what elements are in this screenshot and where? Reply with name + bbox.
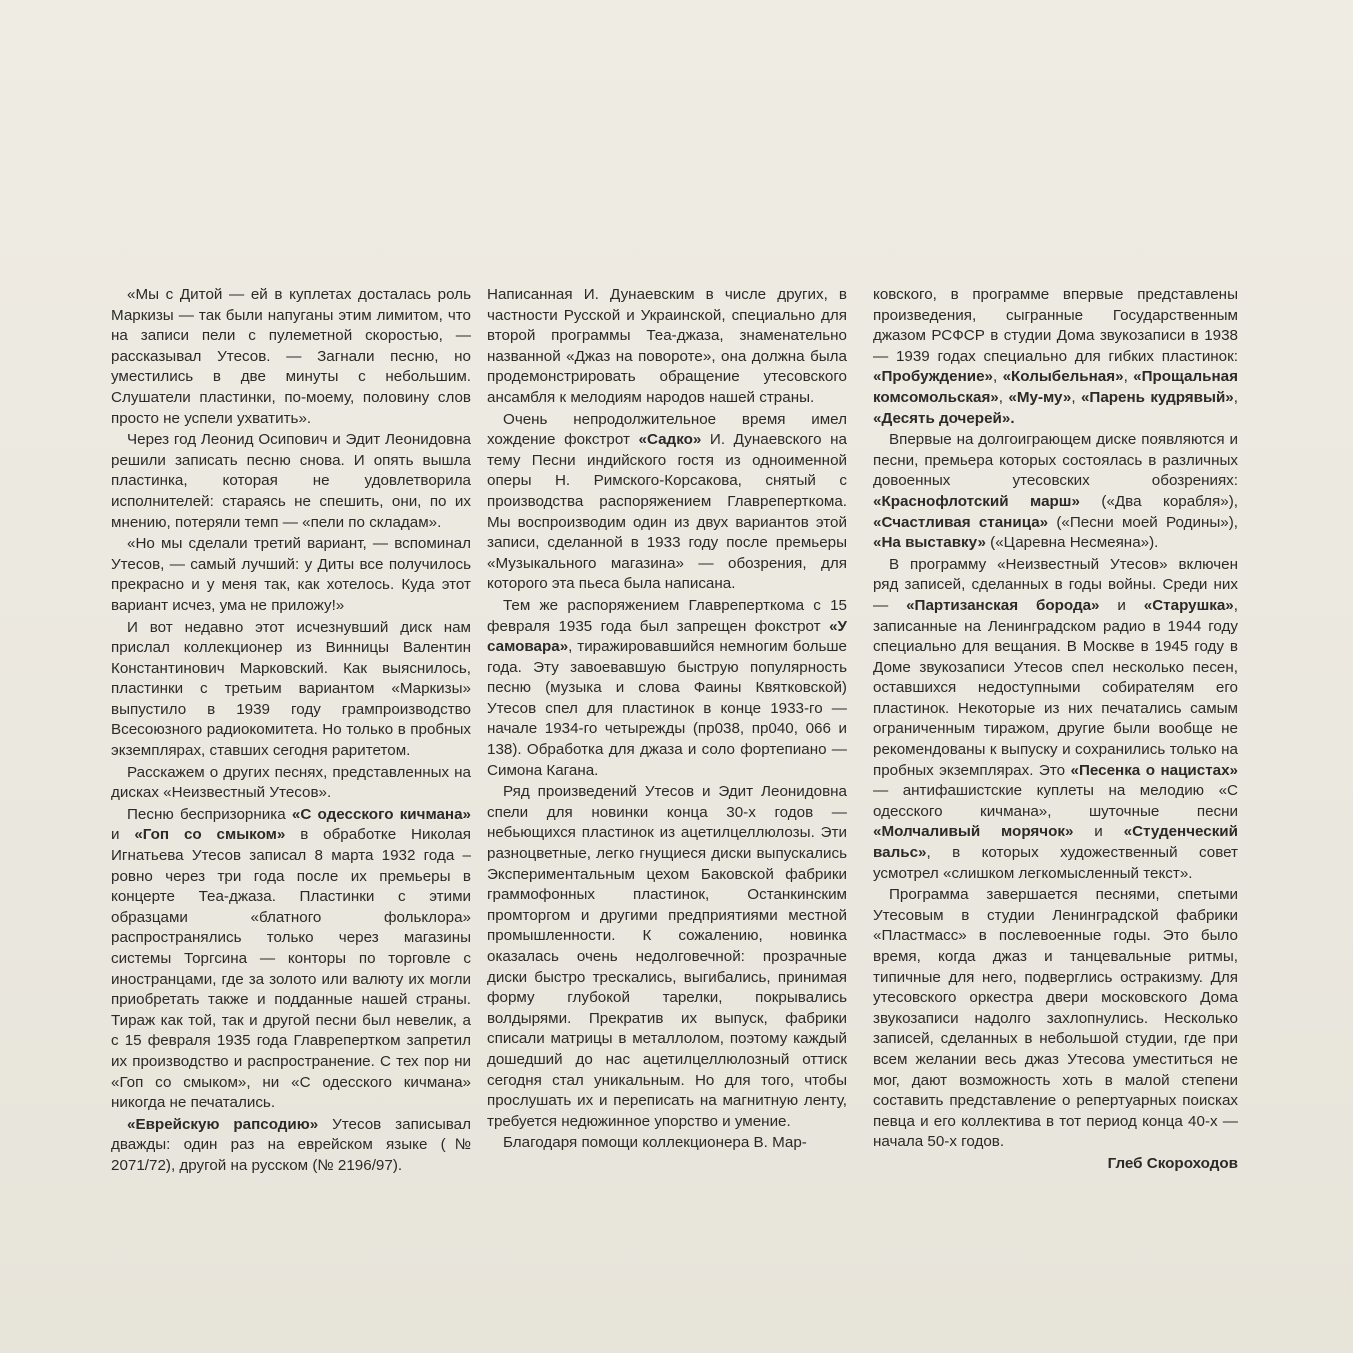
text-run: ковского, в программе впервые представлены произведения, сыгранные Государственным джазом РСФСР в студии Дома звукозаписи в 1938 — 1939 годах специально для гибких пластинок:	[873, 286, 1238, 365]
text-run: и	[111, 826, 135, 844]
song-title: «С одесского кичмана»	[291, 805, 471, 823]
paragraph: Через год Леонид Осипович и Эдит Леонидовна решили записать песню снова. И опять вышла пластинка, которая не удовлетворила исполнителей: стараясь не спешить, они, по их мнению, потеряли темп — «пели по складам».	[111, 431, 471, 531]
song-title: «Парень кудрявый»	[1080, 388, 1234, 406]
song-title: «Десять дочерей»	[873, 409, 1011, 427]
text-run: («Два корабля»),	[1079, 492, 1238, 510]
text-run: , записанные на Ленинградском радио в 1944 году специально для вещания. В Москве в 1945 году в Доме звукозаписи Утесов спел несколько песен, оставшихся недоступными собирателям его пластинок. Некоторые из них печатались самым ограниченным тиражом, другие были вообще не рекомендованы к выпуску и сохранились только на пробных экземплярах. Это	[873, 596, 1238, 779]
text-run: и	[1099, 596, 1144, 614]
text-run: («Песни моей Родины»),	[1048, 513, 1238, 531]
paragraph: Расскажем о других песнях, представленных на дисках «Неизвестный Утесов».	[111, 763, 471, 802]
song-title: «Счастливая станица»	[873, 513, 1049, 531]
paragraph: Написанная И. Дунаевским в числе других, в частности Русской и Украинской, специально для второй программы Теа-джаза, знаменательно названной «Джаз на повороте», она должна была продемонстрировать обращение утесовского ансамбля к мелодиям народов нашей страны.	[487, 286, 847, 406]
text-run: ,	[998, 388, 1009, 406]
song-title: «Студенческий вальс»	[873, 823, 1238, 862]
text-run: ,	[1071, 388, 1081, 406]
text-run: .	[1010, 409, 1015, 427]
text-run: Песню беспризорника	[127, 805, 292, 823]
song-title: «Молчаливый морячок»	[873, 823, 1074, 841]
paragraph: «Но мы сделали третий вариант, — вспоминал Утесов, — самый лучший: у Диты все получилось прекрасно и у меня так, как хотелось. Куда этот вариант исчез, ума не приложу!»	[111, 535, 471, 614]
text-run: («Царевна Несмеяна»).	[985, 534, 1159, 552]
paragraph: И вот недавно этот исчезнувший диск нам прислал коллекционер из Винницы Валентин Константинович Марковский. Как выяснилось, пластинки с третьим вариантом «Маркизы» выпустило в 1939 году грампроизводство Всесоюзного радиокомитета. Но только в пробных экземплярах, ставших сегодня раритетом.	[111, 618, 471, 760]
paragraph	[873, 430, 1238, 554]
song-title: «Пробуждение»	[873, 368, 993, 386]
song-title: «Песенка о нацистах»	[1070, 761, 1238, 779]
song-title: «Колыбельная»	[1002, 368, 1124, 386]
text-run: ,	[993, 368, 1003, 386]
song-title: «У самовара»	[487, 617, 847, 656]
text-run: , в которых художественный совет усмотрел «слишком легкомысленный текст».	[873, 844, 1238, 882]
song-title: «Садко»	[638, 431, 702, 449]
text-column-1	[111, 285, 471, 1178]
text-run: , тиражировавшийся немногим больше года. Эту завоевавшую быструю популярность песню (музыка и слова Фаины Квятковской) Утесов спел для пластинок в конце 1933-го — начале 1934-го четырежды (пр038, пр040, 066 и 138). Обработка для джаза и соло фортепиано — Симона Кагана.	[487, 638, 847, 779]
text-run: В программу «Неизвестный Утесов» включен ряд записей, сделанных в годы войны. Среди них —	[873, 555, 1238, 614]
author-signature: Глеб Скороходов	[1107, 1154, 1238, 1172]
text-run: Очень непродолжительное время имел хождение фокстрот	[487, 410, 847, 449]
paragraph: Программа завершается песнями, спетыми Утесовым в студии Ленинградской фабрики «Пластмасс» в послевоенные годы. Это было время, когда джаз и танцевальные ритмы, типичные для него, подверглись остракизму. Для утесовского оркестра двери московского Дома звукозаписи надолго захлопнулись. Несколько записей, сделанных в небольшой студии, где при всем желании весь джаз Утесова уместиться не мог, дают возможность хоть в малой степени составить представление о репертуарных поисках певца и его коллектива в тот период конца 40-х — начала 50-х годов.	[873, 886, 1238, 1151]
paragraph: Ряд произведений Утесов и Эдит Леонидовна спели для новинки конца 30-х годов — небьющихся пластинок из ацетилцеллюлозы. Эти разноцветные, легко гнущиеся диски выпускались Экспериментальным цехом Баковской фабрики граммофонных пластинок, Останкинским промторгом и другими предприятиями местной промышленности. К сожалению, новинка оказалась очень недолговечной: прозрачные диски быстро трескались, выгибались, принимая форму глубокой тарелки, покрывались волдырями. Прекратив их выпуск, фабрики списали матрицы в металлолом, поэтому каждый дошедший до нас ацетилцеллюлозный оттиск сегодня стал уникальным. Но для того, чтобы прослушать их и переписать на магнитную ленту, требуется недюжинное упорство и умение.	[487, 783, 847, 1130]
paragraph: «Мы с Дитой — ей в куплетах досталась роль Маркизы — так были напуганы этим лимитом, что на записи пели с пулеметной скоростью, — рассказывал Утесов. — Загнали песню, но уместились в две минуты с небольшим. Слушатели пластинки, по-моему, половину слов просто не успели ухватить».	[111, 286, 471, 427]
paragraph	[487, 410, 847, 595]
paragraph	[111, 805, 471, 1114]
song-title: «Партизанская борода»	[906, 596, 1100, 614]
song-title: «Гоп со смыком»	[134, 826, 286, 844]
text-column-3	[873, 285, 1238, 1176]
text-run: И. Дунаевского на тему Песни индийского гостя из одноименной оперы Н. Римского-Корсакова, снятый с производства распоряжением Главреперткома. Мы воспроизводим один из двух вариантов этой записи, сделанной в 1933 году после премьеры «Музыкального магазина» — обозрения, для которого эта пьеса была написана.	[487, 431, 847, 593]
paragraph	[111, 1115, 471, 1177]
text-run: ,	[1233, 388, 1238, 406]
paragraph	[873, 285, 1238, 429]
paragraph	[487, 596, 847, 781]
text-run: и	[1073, 823, 1124, 841]
song-title: «Старушка»	[1143, 596, 1234, 614]
text-run: Утесов записывал дважды: один раз на еврейском языке (№ 2071/72), другой на русском (№ 2196/97).	[111, 1115, 471, 1174]
paragraph	[873, 555, 1238, 885]
paragraph: Благодаря помощи коллекционера В. Мар-	[503, 1134, 807, 1152]
text-run: Тем же распоряжением Главреперткома с 15 февраля 1935 года был запрещен фокстрот	[487, 596, 847, 635]
text-run: — антифашистские куплеты на мелодию «С одесского кичмана», шуточные песни	[873, 782, 1238, 820]
text-column-2	[487, 285, 847, 1155]
song-title: «Еврейскую рапсодию»	[127, 1115, 319, 1133]
song-title: «Му-му»	[1008, 388, 1072, 406]
text-run: ,	[1123, 368, 1134, 386]
song-title: «На выставку»	[873, 534, 986, 552]
song-title: «Краснофлотский марш»	[873, 492, 1080, 510]
text-run: в обработке Николая Игнатьева Утесов записал 8 марта 1932 года – ровно через три года после их премьеры в концерте Теа-джаза. Пластинки с этими образцами «блатного фольклора» распространялись только через магазины системы Торгсина — конторы по торговле с иностранцами, где за золото или валюту их могли приобретать также и подданные нашей страны. Тираж как той, так и другой песни был невелик, а с 15 февраля 1935 года Главрепертком запретил их производство и распространение. С тех пор ни «Гоп со смыком», ни «С одесского кичмана» никогда не печатались.	[111, 826, 471, 1112]
song-title: «Прощальная комсомольская»	[873, 368, 1238, 406]
text-run: Впервые на долгоиграющем диске появляются и песни, премьера которых состоялась в различных довоенных утесовских обозрениях:	[873, 431, 1238, 490]
